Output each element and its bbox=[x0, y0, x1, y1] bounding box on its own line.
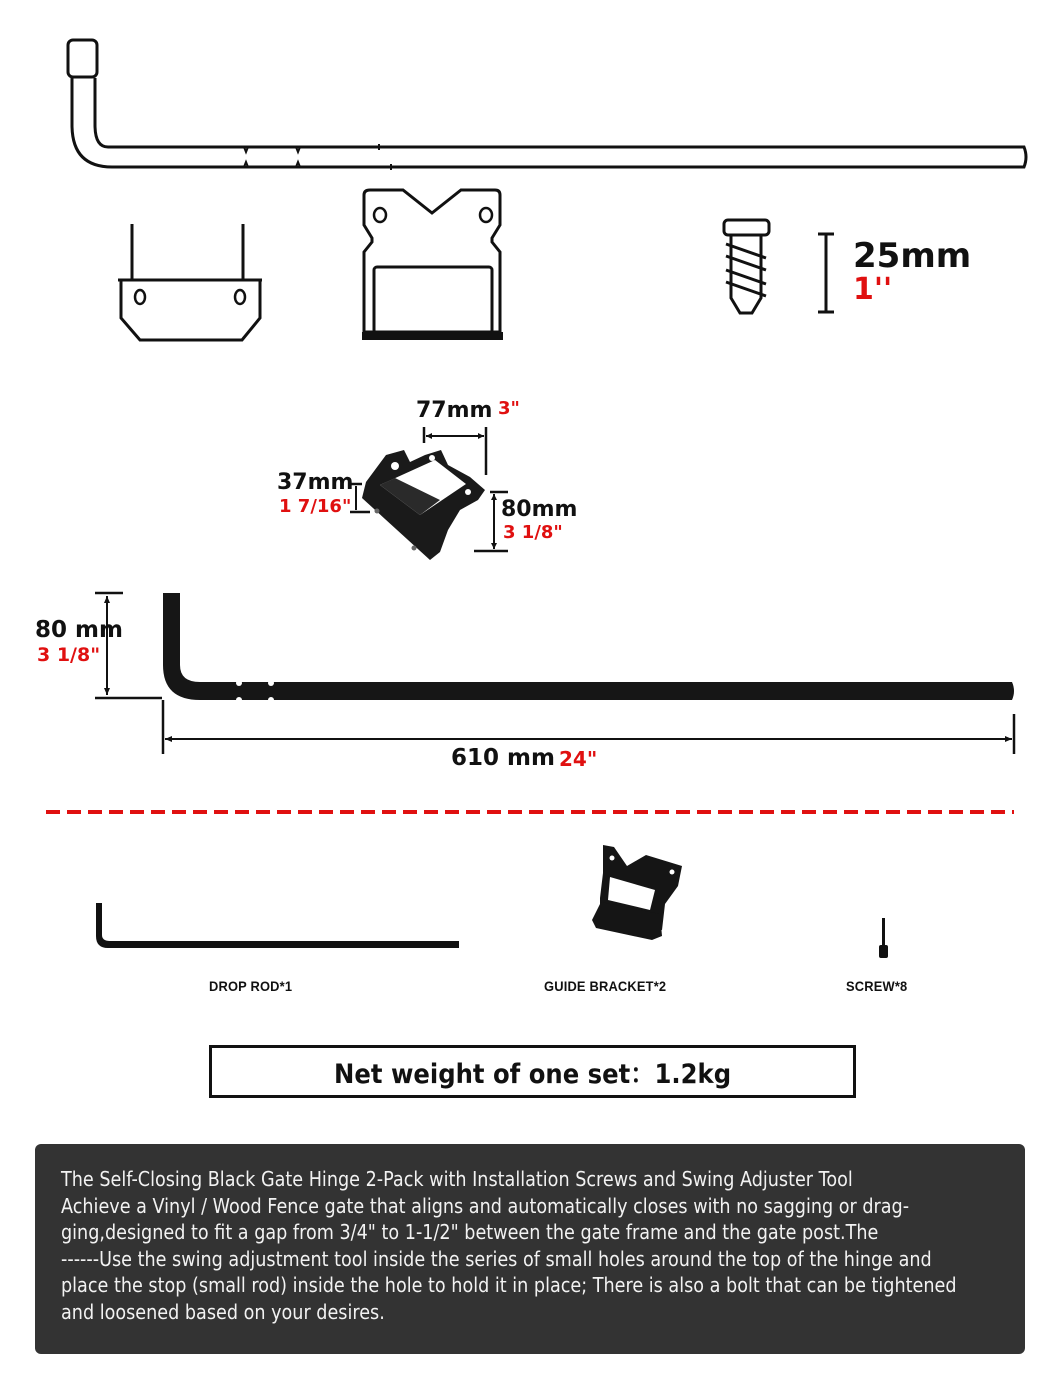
bracket-depth-mm-label: 37mm bbox=[277, 470, 354, 495]
bracket-height-mm-label: 80mm bbox=[501, 497, 578, 522]
rod-height-mm-label: 80 mm bbox=[35, 617, 123, 643]
part-label-guide-bracket: GUIDE BRACKET*2 bbox=[544, 978, 667, 994]
product-description-panel bbox=[35, 1144, 1025, 1354]
description-line: and loosened based on your desires. bbox=[61, 1299, 385, 1324]
net-weight-text: Net weight of one set：1.2kg bbox=[333, 1059, 732, 1090]
screw-length-mm-label: 25mm bbox=[853, 236, 972, 276]
screw-length-inch-label: 1'' bbox=[853, 272, 893, 307]
net-weight-box bbox=[209, 1045, 856, 1098]
bracket-depth-inch-label: 1 7/16" bbox=[279, 496, 352, 517]
description-line: Achieve a Vinyl / Wood Fence gate that aligns and automatically closes with no sagging or drag- bbox=[61, 1193, 910, 1218]
bracket-width-mm-label: 77mm bbox=[416, 398, 493, 423]
bracket-width-inch-label: 3" bbox=[498, 398, 520, 419]
description-line: ging,designed to fit a gap from 3/4" to 1-1/2" between the gate frame and the gate post.The bbox=[61, 1220, 879, 1244]
rod-length-mm-label: 610 mm bbox=[451, 745, 555, 771]
description-line: The Self-Closing Black Gate Hinge 2-Pack with Installation Screws and Swing Adjuster Tool bbox=[61, 1167, 853, 1191]
part-label-screw: SCREW*8 bbox=[846, 978, 908, 994]
rod-height-inch-label: 3 1/8" bbox=[37, 644, 101, 666]
rod-length-inch-label: 24" bbox=[559, 747, 598, 771]
description-line: place the stop (small rod) inside the hole to hold it in place; There is also a bolt that can be tightened bbox=[61, 1273, 957, 1297]
description-line: ------Use the swing adjustment tool inside the series of small holes around the top of the hinge and bbox=[61, 1246, 932, 1271]
bracket-height-inch-label: 3 1/8" bbox=[503, 522, 563, 543]
part-label-drop-rod: DROP ROD*1 bbox=[209, 978, 293, 994]
